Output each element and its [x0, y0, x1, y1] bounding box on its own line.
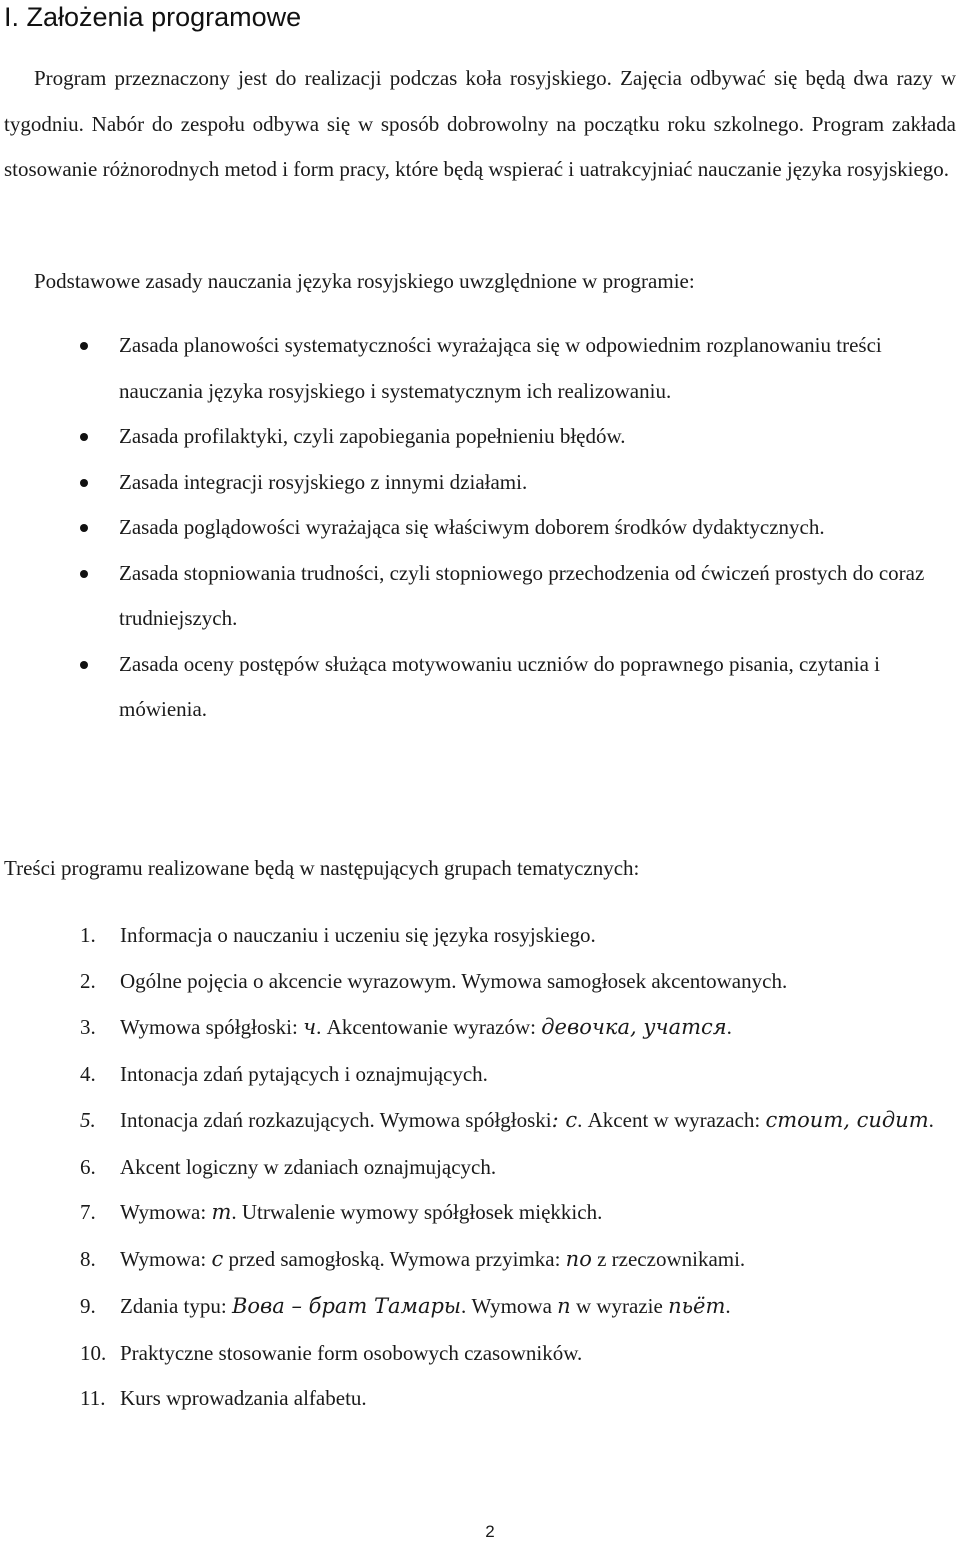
- topic-text: Kurs wprowadzania alfabetu.: [120, 1386, 367, 1410]
- topic-item: [0, 1145, 960, 1191]
- principle-item: [0, 642, 960, 733]
- intro-text: Program przeznaczony jest do realizacji podczas koła rosyjskiego. Zajęcia odbywać się będą dwa razy w tygodniu. Nabór do zespołu odbywa się w sposób dobrowolny na początku roku szkolnego. Program zakłada stosowanie różnorodnych metod i form pracy, które będą wspierać i uatrakcyjniać nauczanie języka rosyjskiego.: [4, 66, 956, 181]
- russian-text: с: [211, 1246, 224, 1271]
- russian-text: : с: [551, 1108, 578, 1132]
- bullet-icon: [80, 479, 88, 487]
- topics-list: [0, 913, 960, 1422]
- topic-number: 5.: [80, 1108, 96, 1132]
- principle-text: Zasada planowości systematyczności wyrażająca się w odpowiednim rozplanowaniu treści nauczania języka rosyjskiego i systematycznym ich realizowaniu.: [119, 333, 882, 403]
- topic-text: Akcent logiczny w zdaniach oznajmujących.: [120, 1154, 497, 1179]
- principle-item: [0, 323, 960, 414]
- topic-text: Wymowa:: [120, 1246, 212, 1271]
- topic-item: [0, 1376, 960, 1422]
- bullet-icon: [80, 570, 88, 578]
- russian-text: ч: [303, 1015, 317, 1039]
- principle-text: Zasada integracji rosyjskiego z innymi działami.: [119, 469, 528, 494]
- russian-text: девочка, учатся: [541, 1015, 727, 1039]
- topic-number: 9.: [80, 1294, 96, 1318]
- section-heading: I. Założenia programowe: [4, 2, 302, 32]
- topic-text: Informacja o nauczaniu i uczeniu się języka rosyjskiego.: [120, 923, 596, 947]
- bullet-icon: [80, 661, 88, 669]
- topic-text: .: [725, 1294, 731, 1318]
- principle-item: [0, 551, 960, 642]
- topic-item: [0, 1097, 960, 1145]
- bullet-icon: [80, 524, 88, 532]
- topics-intro: Treści programu realizowane będą w następujących grupach tematycznych:: [4, 856, 640, 880]
- topic-text: . Wymowa: [461, 1294, 558, 1318]
- topic-number: 4.: [80, 1061, 96, 1086]
- principle-text: Zasada poglądowości wyrażająca się właściwym doborem środków dydaktycznych.: [119, 515, 825, 539]
- russian-text: т: [211, 1200, 232, 1224]
- topic-item: [0, 913, 960, 959]
- principles-list: [0, 323, 960, 733]
- topic-text: w wyrazie: [570, 1294, 669, 1318]
- topic-item: [0, 1236, 960, 1284]
- russian-text: пьёт: [668, 1294, 726, 1318]
- russian-text: стоит, сидит: [765, 1108, 929, 1132]
- principle-text: Zasada profilaktyki, czyli zapobiegania popełnieniu błędów.: [119, 424, 626, 448]
- principle-item: [0, 460, 960, 506]
- principle-item: [0, 505, 960, 551]
- topic-item: [0, 1052, 960, 1098]
- topic-text: Zdania typu:: [120, 1294, 232, 1318]
- topic-text: Wymowa:: [120, 1200, 212, 1224]
- topic-number: 7.: [80, 1200, 96, 1224]
- topic-item: [0, 1331, 960, 1377]
- topic-item: [0, 1004, 960, 1052]
- principles-intro: Podstawowe zasady nauczania języka rosyjskiego uwzględnione w programie:: [34, 269, 695, 293]
- topic-text: przed samogłoską. Wymowa przyimka:: [223, 1246, 566, 1271]
- russian-text: по: [565, 1246, 592, 1271]
- principle-text: Zasada oceny postępów służąca motywowaniu uczniów do poprawnego pisania, czytania i mówienia.: [119, 651, 881, 721]
- topic-text: Ogólne pojęcia o akcencie wyrazowym. Wymowa samogłosek akcentowanych.: [120, 968, 788, 993]
- bullet-icon: [80, 433, 88, 441]
- topic-item: [0, 959, 960, 1005]
- topic-number: 8.: [80, 1246, 96, 1271]
- topic-number: 11.: [80, 1386, 106, 1410]
- topic-item: [0, 1190, 960, 1236]
- topic-number: 3.: [80, 1015, 96, 1039]
- topic-text: . Utrwalenie wymowy spółgłosek miękkich.: [231, 1200, 603, 1224]
- principle-text: Zasada stopniowania trudności, czyli stopniowego przechodzenia od ćwiczeń prostych do coraz trudniejszych.: [119, 560, 925, 630]
- topic-text: Intonacja zdań pytających i oznajmujących.: [120, 1061, 488, 1086]
- topic-text: .: [928, 1108, 934, 1132]
- russian-text: Вова – брат Тамары: [231, 1294, 462, 1318]
- topic-text: . Akcentowanie wyrazów:: [316, 1015, 542, 1039]
- page-number: 2: [485, 1522, 495, 1541]
- topic-text: z rzeczownikami.: [591, 1246, 746, 1271]
- topic-text: Intonacja zdań rozkazujących. Wymowa spółgłoski: [120, 1108, 552, 1132]
- topic-number: 1.: [80, 923, 96, 947]
- topic-text: .: [726, 1015, 732, 1039]
- topic-text: . Akcent w wyrazach:: [577, 1108, 766, 1132]
- russian-text: п: [557, 1294, 571, 1318]
- topic-number: 10.: [80, 1340, 107, 1365]
- topic-item: [0, 1283, 960, 1331]
- topic-text: Wymowa spółgłoski:: [120, 1015, 304, 1039]
- principle-item: [0, 414, 960, 460]
- topic-number: 6.: [80, 1154, 96, 1179]
- topic-number: 2.: [80, 968, 96, 993]
- intro-paragraph: [4, 56, 956, 193]
- topic-text: Praktyczne stosowanie form osobowych czasowników.: [120, 1340, 583, 1365]
- bullet-icon: [80, 342, 88, 350]
